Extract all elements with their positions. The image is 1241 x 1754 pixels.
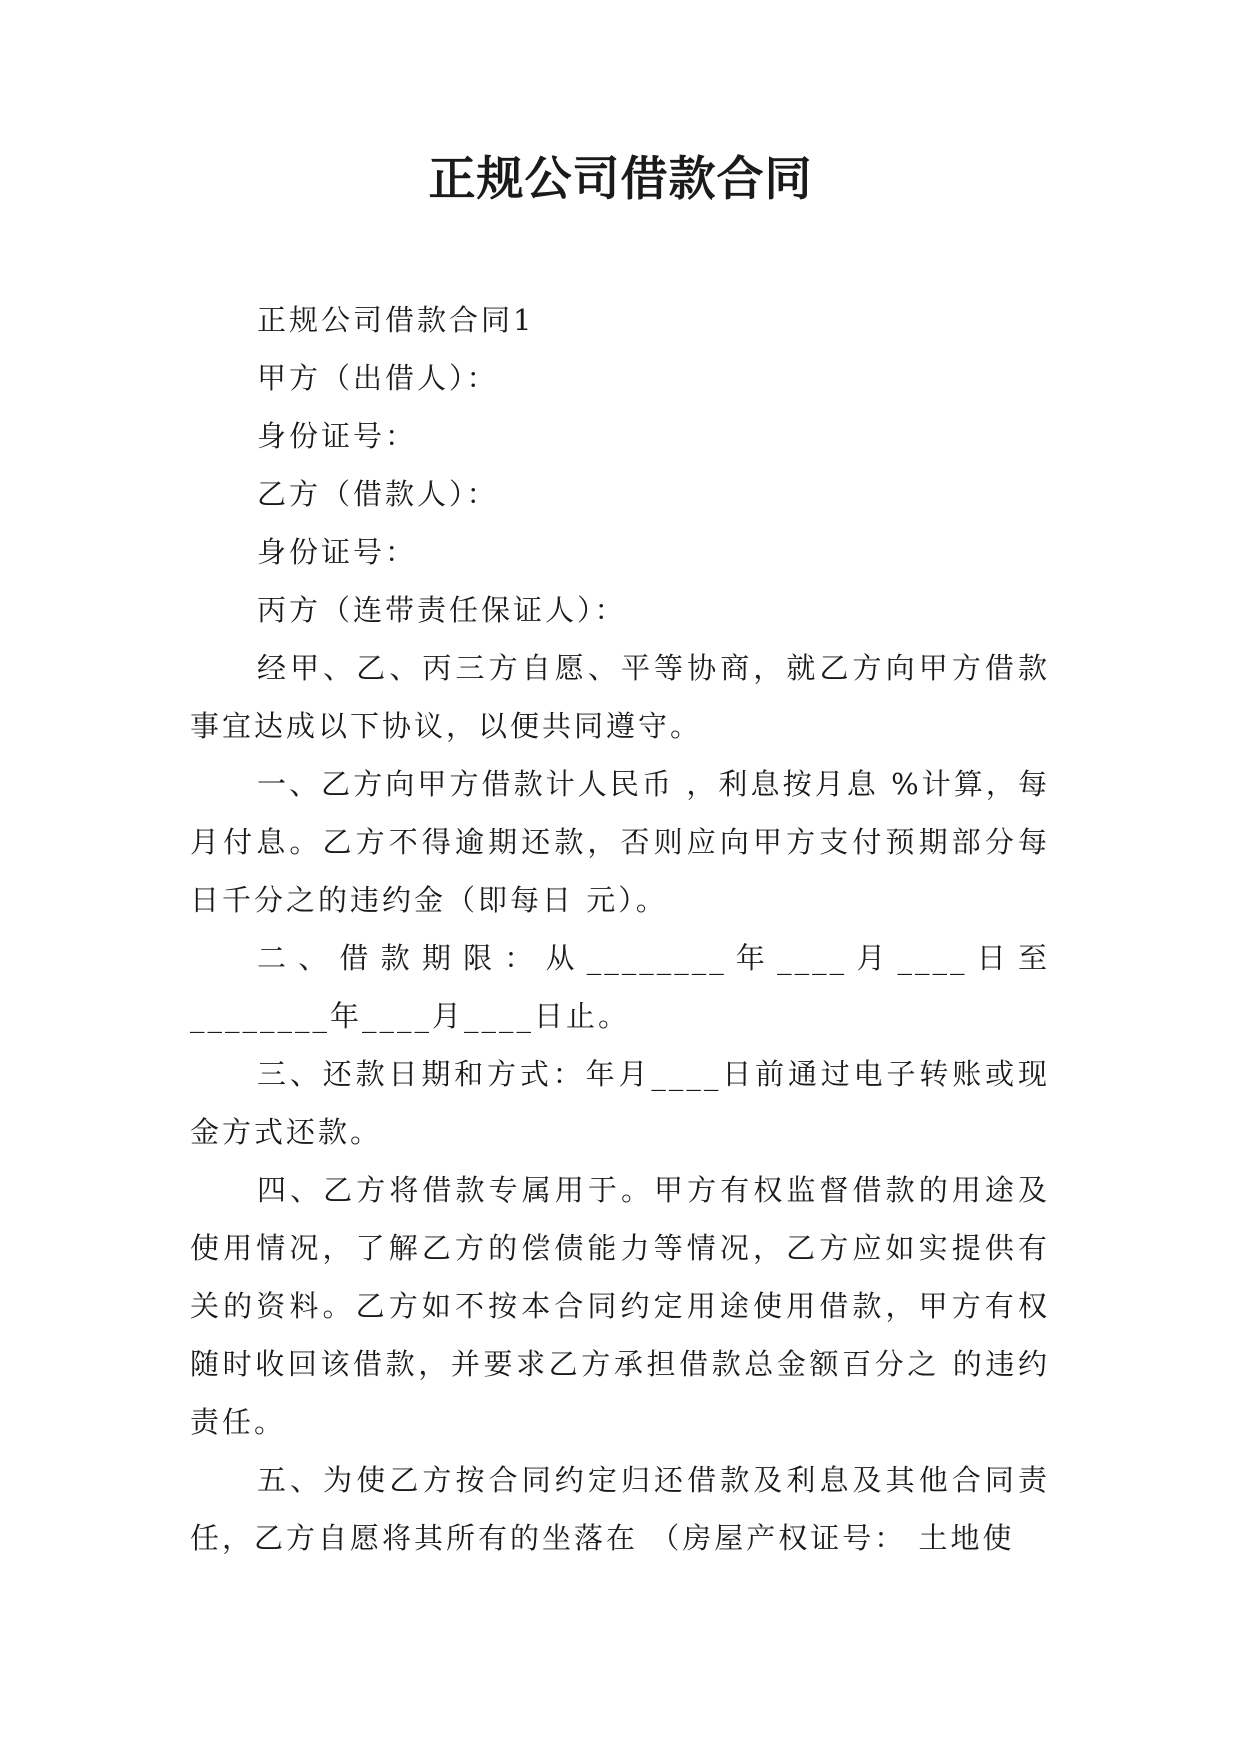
preamble-paragraph: 经甲、乙、丙三方自愿、平等协商，就乙方向甲方借款事宜达成以下协议，以便共同遵守。 <box>190 651 1050 743</box>
document-body <box>190 291 1050 1567</box>
party-b-id-label: 身份证号： <box>257 535 418 569</box>
party-b-label: 乙方（借款人）： <box>257 477 499 511</box>
clause-2-paragraph: 二、借款期限：从________年____月____日至________年____月____日止。 <box>190 941 1050 1033</box>
document-title: 正规公司借款合同 <box>428 152 813 207</box>
contract-subtitle: 正规公司借款合同1 <box>257 303 535 337</box>
party-a-label: 甲方（出借人）： <box>257 361 499 395</box>
clause-5-paragraph: 五、为使乙方按合同约定归还借款及利息及其他合同责任，乙方自愿将其所有的坐落在 （房屋产权证号： 土地使 <box>190 1463 1050 1555</box>
clause-4-paragraph: 四、乙方将借款专属用于。甲方有权监督借款的用途及使用情况，了解乙方的偿债能力等情况，乙方应如实提供有关的资料。乙方如不按本合同约定用途使用借款，甲方有权随时收回该借款，并要求乙方承担借款总金额百分之 的违约责任。 <box>190 1173 1050 1439</box>
party-a-id-label: 身份证号： <box>257 419 418 453</box>
clause-1-paragraph: 一、乙方向甲方借款计人民币 ，利息按月息 %计算，每月付息。乙方不得逾期还款，否则应向甲方支付预期部分每日千分之的违约金（即每日 元）。 <box>190 767 1050 917</box>
clause-3-paragraph: 三、还款日期和方式：年月____日前通过电子转账或现金方式还款。 <box>190 1057 1050 1149</box>
party-c-label: 丙方（连带责任保证人）： <box>257 593 627 627</box>
